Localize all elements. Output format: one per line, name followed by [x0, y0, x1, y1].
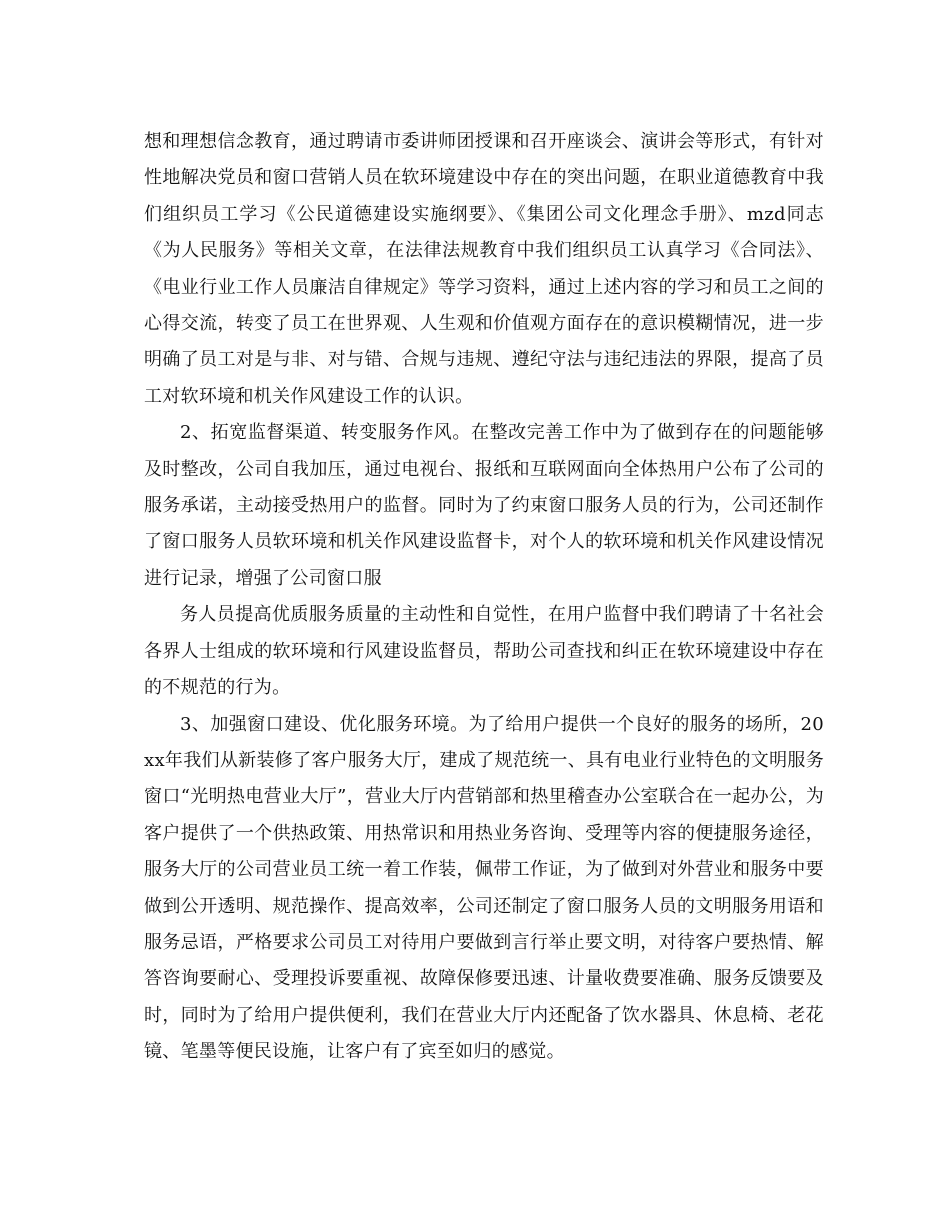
paragraph-3: 务人员提高优质服务质量的主动性和自觉性，在用户监督中我们聘请了十名社会各界人士组成的软环境和行风建设监督员，帮助公司查找和纠正在软环境建设中存在的不规范的行为。	[144, 604, 824, 699]
document-body	[144, 124, 824, 1071]
paragraph-2: 2、拓宽监督渠道、转变服务作风。在整改完善工作中为了做到存在的问题能够及时整改，公司自我加压，通过电视台、报纸和互联网面向全体热用户公布了公司的服务承诺，主动接受热用户的监督。同时为了约束窗口服务人员的行为，公司还制作了窗口服务人员软环境和机关作风建设监督卡，对个人的软环境和机关作风建设情况进行记录，增强了公司窗口服	[144, 422, 824, 589]
paragraph-4: 3、加强窗口建设、优化服务环境。为了给用户提供一个良好的服务的场所，20xx年我们从新装修了客户服务大厅，建成了规范统一、具有电业行业特色的文明服务窗口“光明热电营业大厅”，营业大厅内营销部和热里稽查办公室联合在一起办公，为客户提供了一个供热政策、用热常识和用热业务咨询、受理等内容的便捷服务途径，服务大厅的公司营业员工统一着工作装，佩带工作证，为了做到对外营业和服务中要做到公开透明、规范操作、提高效率，公司还制定了窗口服务人员的文明服务用语和服务忌语，严格要求公司员工对待用户要做到言行举止要文明，对待客户要热情、解答咨询要耐心、受理投诉要重视、故障保修要迅速、计量收费要准确、服务反馈要及时，同时为了给用户提供便利，我们在营业大厅内还配备了饮水器具、休息椅、老花镜、笔墨等便民设施，让客户有了宾至如归的感觉。	[144, 713, 824, 1063]
paragraph-1: 想和理想信念教育，通过聘请市委讲师团授课和召开座谈会、演讲会等形式，有针对性地解决党员和窗口营销人员在软环境建设中存在的突出问题，在职业道德教育中我们组织员工学习《公民道德建设实施纲要》、《集团公司文化理念手册》、mzd同志《为人民服务》等相关文章，在法律法规教育中我们组织员工认真学习《合同法》、《电业行业工作人员廉洁自律规定》等学习资料，通过上述内容的学习和员工之间的心得交流，转变了员工在世界观、人生观和价值观方面存在的意识模糊情况，进一步明确了员工对是与非、对与错、合规与违规、遵纪守法与违纪违法的界限，提高了员工对软环境和机关作风建设工作的认识。	[144, 131, 824, 407]
